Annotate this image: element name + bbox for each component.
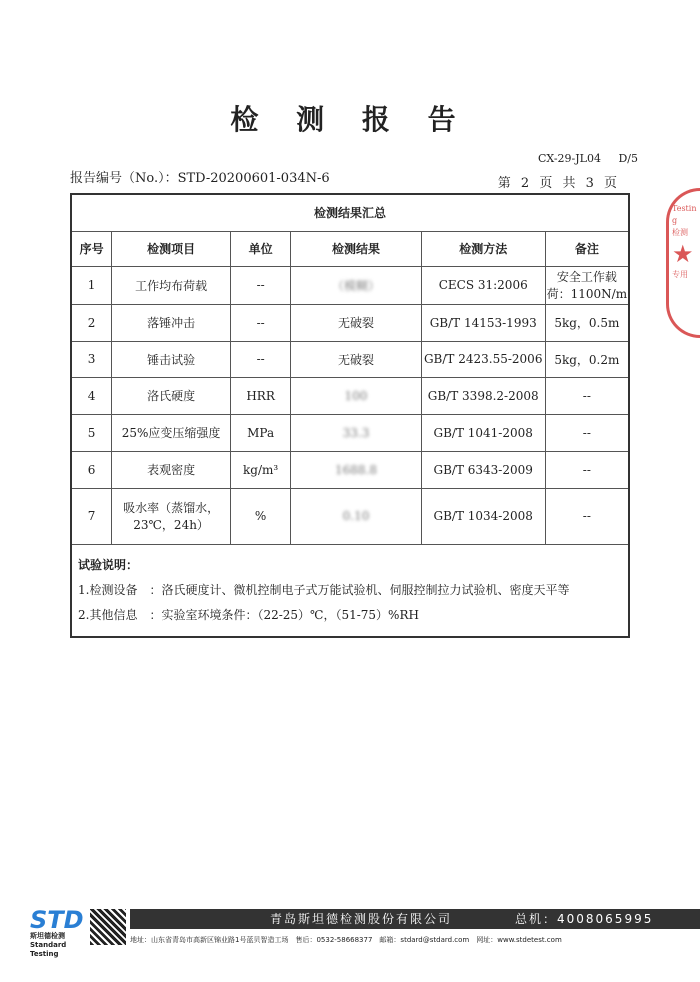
table-cell: 4	[71, 377, 112, 414]
note-1: 1.检测设备 ：洛氏硬度计、微机控制电子式万能试验机、伺服控制拉力试验机、密度天平等	[78, 582, 570, 597]
table-cell: GB/T 6343-2009	[421, 451, 545, 488]
table-cell: GB/T 1041-2008	[421, 414, 545, 451]
table-cell: 7	[71, 488, 112, 544]
report-number: 报告编号（No.）：STD-20200601-034N-6	[70, 171, 330, 186]
table-row	[71, 488, 629, 544]
table-cell: %	[230, 488, 290, 544]
table-cell: MPa	[230, 414, 290, 451]
page-info: 第 2 页 共 3 页	[497, 176, 620, 191]
table-cell: 落锤冲击	[112, 304, 231, 341]
table-row	[71, 377, 629, 414]
table-cell: 5kg，0.5m	[545, 304, 629, 341]
table-cell: 工作均布荷载	[112, 266, 231, 304]
table-row	[71, 414, 629, 451]
address: 地址：山东省青岛市高新区锦业路1号蓝贝智造工场 售后：0532-58668377 邮箱：stdard@stdard.com 网址：www.stdetest.com	[130, 936, 562, 944]
table-cell: 安全工作载荷：1100N/m	[545, 266, 629, 304]
table-cell: 25%应变压缩强度	[112, 414, 231, 451]
notes-title: 试验说明：	[78, 557, 139, 572]
notes	[71, 544, 629, 637]
table-cell: 无破裂	[291, 341, 421, 377]
column-header: 单位	[230, 231, 290, 266]
table-cell: 无破裂	[291, 304, 421, 341]
page-title: 检 测 报 告	[230, 103, 470, 136]
table-cell: 3	[71, 341, 112, 377]
qr-code	[90, 909, 126, 945]
phone: 总机：4008065995	[515, 912, 654, 926]
table-cell: 1	[71, 266, 112, 304]
results-table	[70, 193, 630, 638]
table-cell: 0.10	[291, 488, 421, 544]
table-cell: 33.3	[291, 414, 421, 451]
table-cell: 5	[71, 414, 112, 451]
table-cell: GB/T 3398.2-2008	[421, 377, 545, 414]
std-logo: STD 斯坦德检测 Standard Testing	[30, 906, 84, 958]
table-cell: HRR	[230, 377, 290, 414]
column-header: 序号	[71, 231, 112, 266]
table-cell: 1688.8	[291, 451, 421, 488]
table-cell: 100	[291, 377, 421, 414]
seal-stamp: Testing 检测 ★ 专用	[666, 188, 700, 338]
table-cell: GB/T 14153-1993	[421, 304, 545, 341]
doc-code: CX-29-JL04 D/5	[537, 152, 638, 165]
note-2: 2.其他信息 ：实验室环境条件：（22-25）℃，（51-75）%RH	[78, 607, 419, 622]
column-header: 检测结果	[291, 231, 421, 266]
table-cell: kg/m³	[230, 451, 290, 488]
table-cell: 洛氏硬度	[112, 377, 231, 414]
table-cell: 2	[71, 304, 112, 341]
table-row	[71, 304, 629, 341]
table-cell: GB/T 1034-2008	[421, 488, 545, 544]
table-row	[71, 266, 629, 304]
table-cell: 锤击试验	[112, 341, 231, 377]
column-header: 检测项目	[112, 231, 231, 266]
table-cell: --	[545, 414, 629, 451]
company-name: 青岛斯坦德检测股份有限公司	[270, 912, 453, 926]
table-cell: --	[545, 451, 629, 488]
table-cell: --	[230, 266, 290, 304]
table-cell: 6	[71, 451, 112, 488]
table-cell: --	[545, 488, 629, 544]
table-row	[71, 341, 629, 377]
table-cell: （模糊）	[291, 266, 421, 304]
table-caption: 检测结果汇总	[71, 194, 629, 231]
column-header: 备注	[545, 231, 629, 266]
table-cell: --	[230, 341, 290, 377]
table-row	[71, 451, 629, 488]
table-cell: --	[230, 304, 290, 341]
table-cell: 5kg，0.2m	[545, 341, 629, 377]
table-cell: 吸水率（蒸馏水，23℃，24h）	[112, 488, 231, 544]
table-cell: --	[545, 377, 629, 414]
table-cell: CECS 31:2006	[421, 266, 545, 304]
table-cell: 表观密度	[112, 451, 231, 488]
table-cell: GB/T 2423.55-2006	[421, 341, 545, 377]
footer-bar	[130, 909, 700, 929]
column-header: 检测方法	[421, 231, 545, 266]
